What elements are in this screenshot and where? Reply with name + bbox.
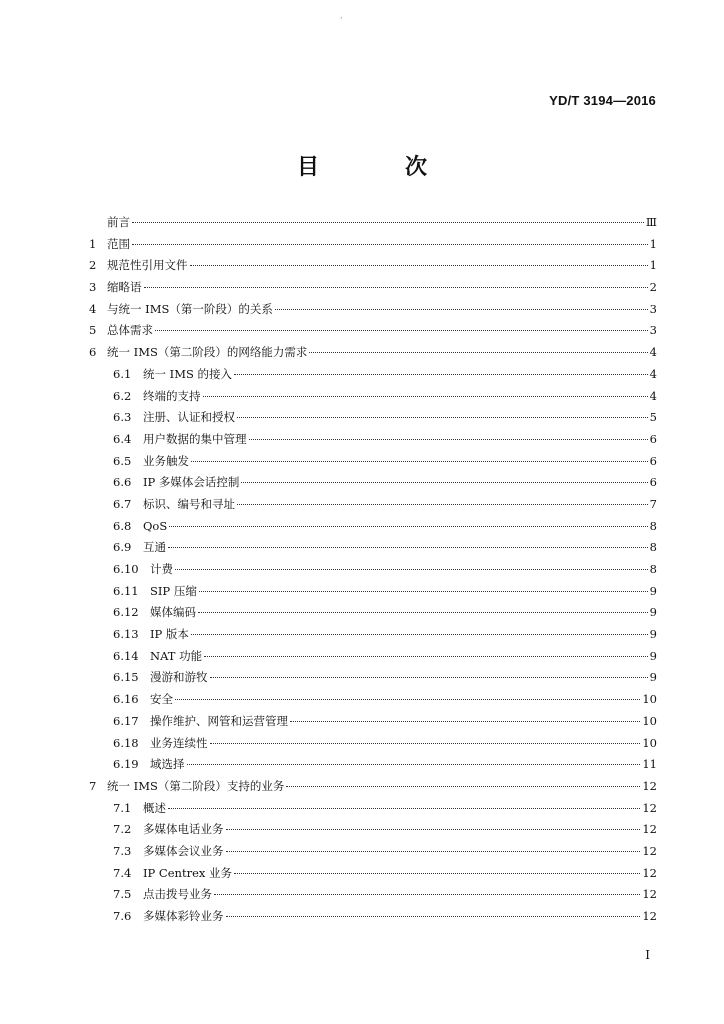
dot-leader xyxy=(290,721,640,722)
toc-entry[interactable] xyxy=(89,646,657,668)
toc-entry[interactable] xyxy=(89,364,657,386)
toc-entry-number: 6.14 xyxy=(113,648,139,663)
dot-leader xyxy=(203,396,648,397)
toc-entry-number: 6.7 xyxy=(113,496,132,511)
toc-entry[interactable] xyxy=(89,320,657,342)
dot-leader xyxy=(226,916,641,917)
toc-entry[interactable] xyxy=(89,277,657,299)
toc-entry-title: 总体需求 xyxy=(107,323,153,338)
toc-entry[interactable] xyxy=(89,798,657,820)
toc-entry-title: QoS xyxy=(143,518,168,533)
toc-entry[interactable] xyxy=(89,602,657,624)
toc-entry-title: 前言 xyxy=(107,215,130,229)
dot-leader xyxy=(191,461,648,462)
toc-entry-number: 7.3 xyxy=(113,843,132,858)
dot-leader xyxy=(168,808,640,809)
toc-entry[interactable] xyxy=(89,754,657,776)
toc-entry-page: 10 xyxy=(642,692,657,707)
toc-entry-page: 12 xyxy=(642,865,657,880)
toc-entry-page: 6 xyxy=(649,431,657,446)
toc-entry-page: 8 xyxy=(649,518,657,533)
toc-entry-number: 6.3 xyxy=(113,410,132,425)
toc-entry-title: 统一 IMS（第二阶段）支持的业务 xyxy=(107,778,285,793)
toc-entry-number: 6.8 xyxy=(113,518,132,533)
toc-entry-page: 10 xyxy=(642,713,657,728)
dot-leader xyxy=(249,439,648,440)
toc-entry[interactable] xyxy=(89,711,657,733)
toc-entry-title: 点击拨号业务 xyxy=(143,887,212,902)
toc-entry-number: 6.1 xyxy=(113,366,132,381)
toc-entry-number: 6.15 xyxy=(113,670,139,685)
dot-leader xyxy=(191,634,648,635)
toc-entry[interactable] xyxy=(89,884,657,906)
toc-entry-number: 6.12 xyxy=(113,605,139,620)
toc-entry-title: 与统一 IMS（第一阶段）的关系 xyxy=(107,301,273,316)
page-folio: I xyxy=(645,948,650,962)
toc-entry-page: 3 xyxy=(649,323,657,338)
toc-entry-page: 12 xyxy=(642,909,657,923)
dot-leader xyxy=(198,612,648,613)
toc-entry-page: 1 xyxy=(649,258,657,273)
toc-entry-page: 2 xyxy=(649,280,657,295)
toc-entry-page: 7 xyxy=(649,496,657,511)
toc-entry-title: 用户数据的集中管理 xyxy=(143,431,247,446)
toc-entry-number: 6.4 xyxy=(113,431,132,446)
toc-entry-page: 9 xyxy=(649,627,657,642)
toc-entry-page: 9 xyxy=(649,670,657,685)
toc-entry-title: 终端的支持 xyxy=(143,388,201,403)
toc-entry-number: 6.10 xyxy=(113,562,139,576)
toc-entry-number: 4 xyxy=(89,301,97,316)
dot-leader xyxy=(241,482,647,483)
table-of-contents xyxy=(89,212,657,928)
toc-entry-number: 7 xyxy=(89,778,97,793)
toc-entry[interactable] xyxy=(89,451,657,473)
toc-entry-page: 9 xyxy=(649,648,657,663)
toc-entry-page: 12 xyxy=(642,887,657,902)
toc-entry[interactable] xyxy=(89,667,657,689)
toc-entry-number: 2 xyxy=(89,258,97,273)
dot-leader xyxy=(204,656,648,657)
dot-leader xyxy=(214,894,640,895)
scan-speck: · xyxy=(340,14,343,24)
toc-entry[interactable] xyxy=(89,516,657,538)
document-code: YD/T 3194—2016 xyxy=(549,93,656,108)
toc-entry-title: 多媒体彩铃业务 xyxy=(143,909,224,923)
toc-entry-page: 5 xyxy=(649,410,657,425)
toc-entry-page: 12 xyxy=(642,778,657,793)
dot-leader xyxy=(155,330,648,331)
toc-entry-title: 业务连续性 xyxy=(150,735,208,750)
toc-entry-page: 1 xyxy=(649,236,657,251)
dot-leader xyxy=(175,699,640,700)
toc-entry-page: 12 xyxy=(642,822,657,837)
toc-entry[interactable] xyxy=(89,299,657,321)
toc-entry-number: 7.2 xyxy=(113,822,132,837)
toc-entry-title: 缩略语 xyxy=(107,280,142,295)
dot-leader xyxy=(132,244,648,245)
toc-entry[interactable] xyxy=(89,386,657,408)
dot-leader xyxy=(275,309,648,310)
toc-entry-page: 6 xyxy=(649,475,657,490)
toc-entry[interactable] xyxy=(89,212,657,234)
dot-leader xyxy=(234,374,648,375)
toc-entry-number: 6.11 xyxy=(113,583,139,598)
dot-leader xyxy=(169,526,647,527)
toc-entry[interactable] xyxy=(89,472,657,494)
dot-leader xyxy=(237,504,648,505)
toc-entry-number: 7.6 xyxy=(113,909,132,923)
toc-entry-title: SIP 压缩 xyxy=(150,583,197,598)
toc-entry-title: IP Centrex 业务 xyxy=(143,865,233,880)
toc-entry-title: 漫游和游牧 xyxy=(150,670,208,685)
dot-leader xyxy=(226,829,641,830)
toc-entry[interactable] xyxy=(89,581,657,603)
toc-entry[interactable] xyxy=(89,863,657,885)
toc-entry-number: 7.1 xyxy=(113,800,132,815)
toc-entry-title: 计费 xyxy=(150,562,173,576)
toc-entry-title: 概述 xyxy=(143,800,166,815)
toc-entry-title: 操作维护、网管和运营管理 xyxy=(150,713,288,728)
toc-entry-number: 5 xyxy=(89,323,97,338)
toc-entry-title: 统一 IMS（第二阶段）的网络能力需求 xyxy=(107,345,308,360)
toc-entry-number: 3 xyxy=(89,280,97,295)
toc-entry-page: 4 xyxy=(649,366,657,381)
toc-entry[interactable] xyxy=(89,494,657,516)
toc-entry-number: 7.4 xyxy=(113,865,132,880)
dot-leader xyxy=(237,417,648,418)
toc-entry[interactable] xyxy=(89,689,657,711)
dot-leader xyxy=(187,764,641,765)
toc-entry-title: 互通 xyxy=(143,540,166,555)
toc-entry-page: 8 xyxy=(649,562,657,576)
toc-entry-title: 域选择 xyxy=(150,757,185,772)
toc-entry-number: 6.17 xyxy=(113,713,139,728)
toc-entry-number: 7.5 xyxy=(113,887,132,902)
toc-entry-number: 6.18 xyxy=(113,735,139,750)
toc-entry-title: IP 版本 xyxy=(150,627,189,642)
dot-leader xyxy=(234,873,640,874)
toc-entry[interactable] xyxy=(89,624,657,646)
dot-leader xyxy=(210,677,648,678)
toc-entry-page: 12 xyxy=(642,843,657,858)
dot-leader xyxy=(199,591,648,592)
toc-entry-page: 8 xyxy=(649,540,657,555)
toc-entry-number: 6.2 xyxy=(113,388,132,403)
toc-entry-number: 6.13 xyxy=(113,627,139,642)
toc-entry-number: 6.6 xyxy=(113,475,132,490)
toc-entry-page: 10 xyxy=(642,735,657,750)
page-title: 目 次 xyxy=(296,154,459,180)
toc-entry-number: 6.16 xyxy=(113,692,139,707)
dot-leader xyxy=(309,352,647,353)
toc-entry[interactable] xyxy=(89,429,657,451)
toc-entry-page: 4 xyxy=(649,388,657,403)
toc-entry[interactable] xyxy=(89,559,657,581)
dot-leader xyxy=(190,265,648,266)
toc-entry-title: 媒体编码 xyxy=(150,605,196,620)
toc-entry-title: NAT 功能 xyxy=(150,648,203,663)
toc-entry-page: Ⅲ xyxy=(645,215,657,229)
toc-entry[interactable] xyxy=(89,776,657,798)
toc-entry-number: 6.5 xyxy=(113,453,132,468)
toc-entry-page: 11 xyxy=(642,757,657,772)
toc-entry-page: 9 xyxy=(649,583,657,598)
toc-entry-title: 标识、编号和寻址 xyxy=(143,496,235,511)
dot-leader xyxy=(210,743,641,744)
toc-entry-title: 注册、认证和授权 xyxy=(143,410,235,425)
toc-entry-number: 6 xyxy=(89,345,97,360)
toc-entry-title: 多媒体电话业务 xyxy=(143,822,224,837)
toc-entry[interactable] xyxy=(89,342,657,364)
toc-entry-title: 安全 xyxy=(150,692,173,707)
toc-entry-page: 9 xyxy=(649,605,657,620)
dot-leader xyxy=(168,547,648,548)
toc-entry-title: 统一 IMS 的接入 xyxy=(143,366,233,381)
toc-entry-page: 6 xyxy=(649,453,657,468)
toc-entry-number: 1 xyxy=(89,236,97,251)
toc-entry[interactable] xyxy=(89,407,657,429)
toc-entry-page: 3 xyxy=(649,301,657,316)
toc-entry-page: 12 xyxy=(642,800,657,815)
toc-entry-title: 业务触发 xyxy=(143,453,189,468)
toc-entry-number: 6.19 xyxy=(113,757,139,772)
toc-entry-title: 范围 xyxy=(107,236,130,251)
dot-leader xyxy=(144,287,648,288)
toc-entry[interactable] xyxy=(89,906,657,928)
toc-entry-page: 4 xyxy=(649,345,657,360)
toc-entry[interactable] xyxy=(89,255,657,277)
toc-entry-title: IP 多媒体会话控制 xyxy=(143,475,240,490)
toc-entry[interactable] xyxy=(89,841,657,863)
toc-entry-title: 规范性引用文件 xyxy=(107,258,188,273)
dot-leader xyxy=(226,851,641,852)
toc-entry-title: 多媒体会议业务 xyxy=(143,843,224,858)
dot-leader xyxy=(132,222,644,223)
toc-entry[interactable] xyxy=(89,234,657,256)
toc-entry[interactable] xyxy=(89,537,657,559)
toc-entry[interactable] xyxy=(89,733,657,755)
toc-entry[interactable] xyxy=(89,819,657,841)
toc-entry-number: 6.9 xyxy=(113,540,132,555)
dot-leader xyxy=(175,569,648,570)
dot-leader xyxy=(286,786,640,787)
